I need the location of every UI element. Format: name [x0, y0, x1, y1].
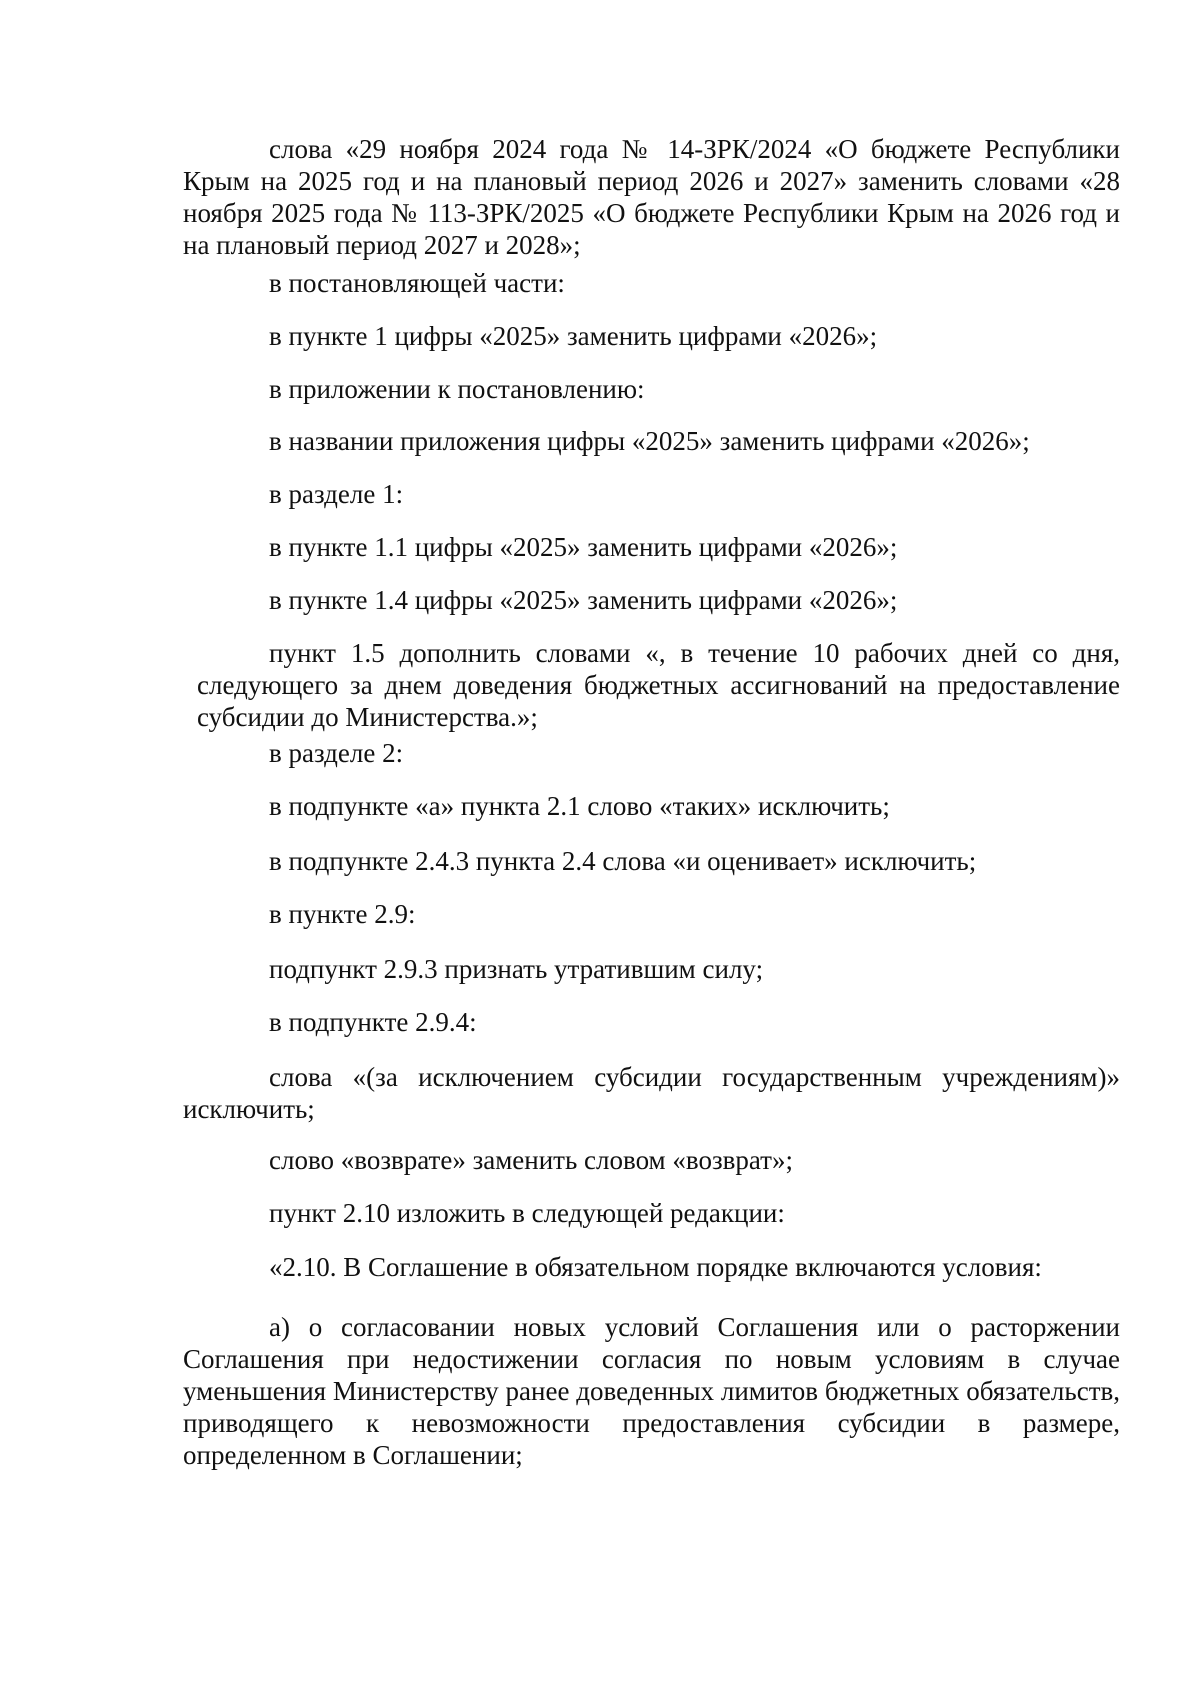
paragraph-section-2: в разделе 2:	[269, 738, 404, 768]
paragraph-replace-word: слово «возврате» заменить словом «возврат»;	[269, 1145, 793, 1175]
paragraph-item-1-4: в пункте 1.4 цифры «2025» заменить цифрами «2026»;	[269, 585, 898, 615]
paragraph-subitem-2-9-3: подпункт 2.9.3 признать утратившим силу;	[269, 954, 764, 984]
paragraph-condition-a: а) о согласовании новых условий Соглашения или о расторжении Соглашения при недостижении согласия по новым условиям в случае уменьшения Министерству ранее доведенных лимитов бюджетных обязательств, приводящего к невозможности предоставления субсидии в размере, определенном в Соглашении;	[183, 1312, 1120, 1470]
paragraph-item-1-5: пункт 1.5 дополнить словами «, в течение 10 рабочих дней со дня, следующего за днем доведения бюджетных ассигнований на предоставление субсидии до Министерства.»;	[197, 638, 1120, 732]
paragraph-appendix-title: в названии приложения цифры «2025» заменить цифрами «2026»;	[269, 426, 1030, 456]
paragraph-appendix: в приложении к постановлению:	[269, 374, 645, 404]
paragraph-subitem-2-4-3: в подпункте 2.4.3 пункта 2.4 слова «и оценивает» исключить;	[269, 846, 977, 876]
paragraph-exclude-words: слова «(за исключением субсидии государственным учреждениям)» исключить;	[183, 1062, 1120, 1124]
paragraph-section-1: в разделе 1:	[269, 479, 404, 509]
paragraph-subitem-2-1-a: в подпункте «а» пункта 2.1 слово «таких» исключить;	[269, 791, 890, 821]
paragraph-budget-law-replacement: слова «29 ноября 2024 года № 14-ЗРК/2024 «О бюджете Республики Крым на 2025 год и на плановый период 2026 и 2027» заменить словами «28 ноября 2025 года № 113-ЗРК/2025 «О бюджете Республики Крым на 2026 год и на плановый период 2027 и 2028»;	[183, 134, 1120, 260]
paragraph-item-2-10-text: «2.10. В Соглашение в обязательном порядке включаются условия:	[269, 1252, 1042, 1282]
paragraph-item-2-9: в пункте 2.9:	[269, 899, 416, 929]
paragraph-item-2-10: пункт 2.10 изложить в следующей редакции:	[269, 1198, 785, 1228]
paragraph-operative-part: в постановляющей части:	[269, 268, 565, 298]
paragraph-item-1-1: в пункте 1.1 цифры «2025» заменить цифрами «2026»;	[269, 532, 898, 562]
paragraph-item-1: в пункте 1 цифры «2025» заменить цифрами «2026»;	[269, 321, 878, 351]
paragraph-subitem-2-9-4: в подпункте 2.9.4:	[269, 1007, 477, 1037]
